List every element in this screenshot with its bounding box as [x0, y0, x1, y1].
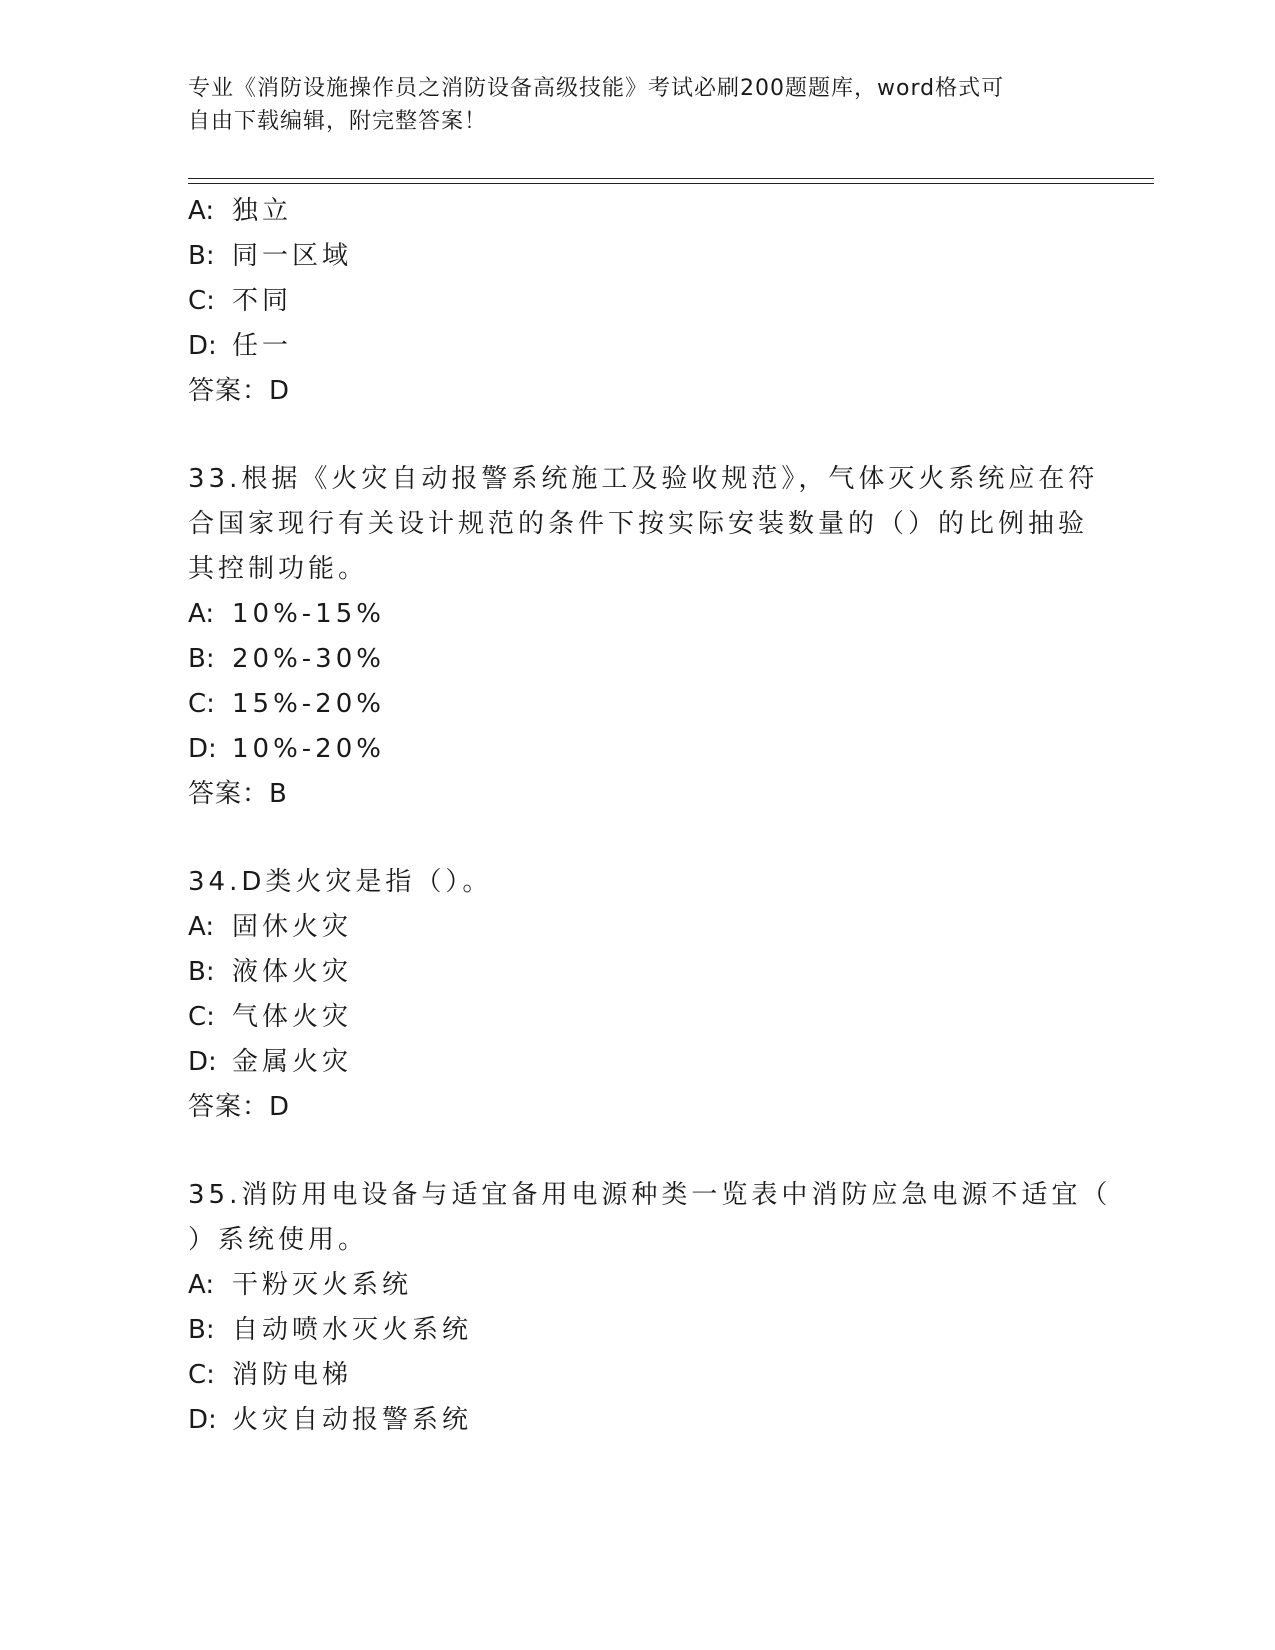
option-text: 火灾自动报警系统 [232, 1405, 473, 1435]
option-letter: B: [188, 957, 215, 987]
q33-stem-line-2: 合国家现行有关设计规范的条件下按实际安装数量的（）的比例抽验 [188, 509, 1089, 539]
option-text: 20%-30% [232, 644, 385, 674]
option-letter: A: [188, 599, 215, 629]
option-letter: C: [188, 689, 215, 719]
header-divider-top [188, 178, 1154, 179]
document-header [188, 72, 1088, 138]
option-text: 10%-15% [232, 599, 385, 629]
q34-option-c [188, 999, 1088, 1035]
q35-option-d [188, 1402, 1088, 1438]
header-divider-bottom [188, 183, 1154, 184]
option-letter: A: [188, 1270, 215, 1300]
option-letter: B: [188, 241, 215, 271]
q33-answer: 答案：B [188, 779, 288, 809]
q35-option-b [188, 1312, 1088, 1348]
option-text: 液体火灾 [232, 957, 353, 987]
q34-option-d [188, 1044, 1088, 1080]
option-text: 10%-20% [232, 734, 385, 764]
q32-option-c [188, 283, 1088, 319]
option-letter: D: [188, 734, 217, 764]
q33-option-d [188, 731, 1088, 767]
option-text: 消防电梯 [232, 1360, 353, 1390]
option-text: 金属火灾 [232, 1047, 353, 1077]
option-text: 15%-20% [232, 689, 385, 719]
option-text: 任一 [232, 331, 293, 361]
q33-option-a [188, 596, 1088, 632]
option-text: 同一区域 [232, 241, 353, 271]
header-title-line-2: 自由下载编辑，附完整答案！ [188, 109, 488, 134]
option-letter: C: [188, 286, 215, 316]
q35-option-c [188, 1357, 1088, 1393]
option-text: 干粉灭火系统 [232, 1270, 413, 1300]
q33-option-b [188, 641, 1088, 677]
q35-stem-line-1: 35.消防用电设备与适宜备用电源种类一览表中消防应急电源不适宜（ [188, 1180, 1112, 1210]
header-title-line-1: 专业《消防设施操作员之消防设备高级技能》考试必刷200题题库，word格式可 [188, 76, 1005, 101]
q33-stem-line-1: 33.根据《火灾自动报警系统施工及验收规范》，气体灭火系统应在符 [188, 464, 1099, 494]
option-letter: D: [188, 331, 217, 361]
option-letter: D: [188, 1405, 217, 1435]
option-letter: D: [188, 1047, 217, 1077]
q33-option-c [188, 686, 1088, 722]
option-text: 独立 [232, 196, 293, 226]
option-text: 固休火灾 [232, 912, 353, 942]
option-letter: A: [188, 196, 215, 226]
q33-stem-line-3: 其控制功能。 [188, 554, 369, 584]
q35-stem-line-2: ）系统使用。 [188, 1225, 369, 1255]
q34-option-a [188, 909, 1088, 945]
q34-option-b [188, 954, 1088, 990]
option-letter: C: [188, 1360, 215, 1390]
q32-option-b [188, 238, 1088, 274]
option-letter: B: [188, 1315, 215, 1345]
option-letter: B: [188, 644, 215, 674]
q32-option-a [188, 193, 1088, 229]
q34-answer: 答案：D [188, 1092, 291, 1122]
q34-stem-line-1: 34.D类火灾是指（）。 [188, 867, 493, 897]
option-letter: A: [188, 912, 215, 942]
option-letter: C: [188, 1002, 215, 1032]
option-text: 不同 [232, 286, 293, 316]
q32-answer: 答案：D [188, 376, 291, 406]
q32-option-d [188, 328, 1088, 364]
q35-option-a [188, 1267, 1088, 1303]
option-text: 自动喷水灭火系统 [232, 1315, 473, 1345]
option-text: 气体火灾 [232, 1002, 353, 1032]
